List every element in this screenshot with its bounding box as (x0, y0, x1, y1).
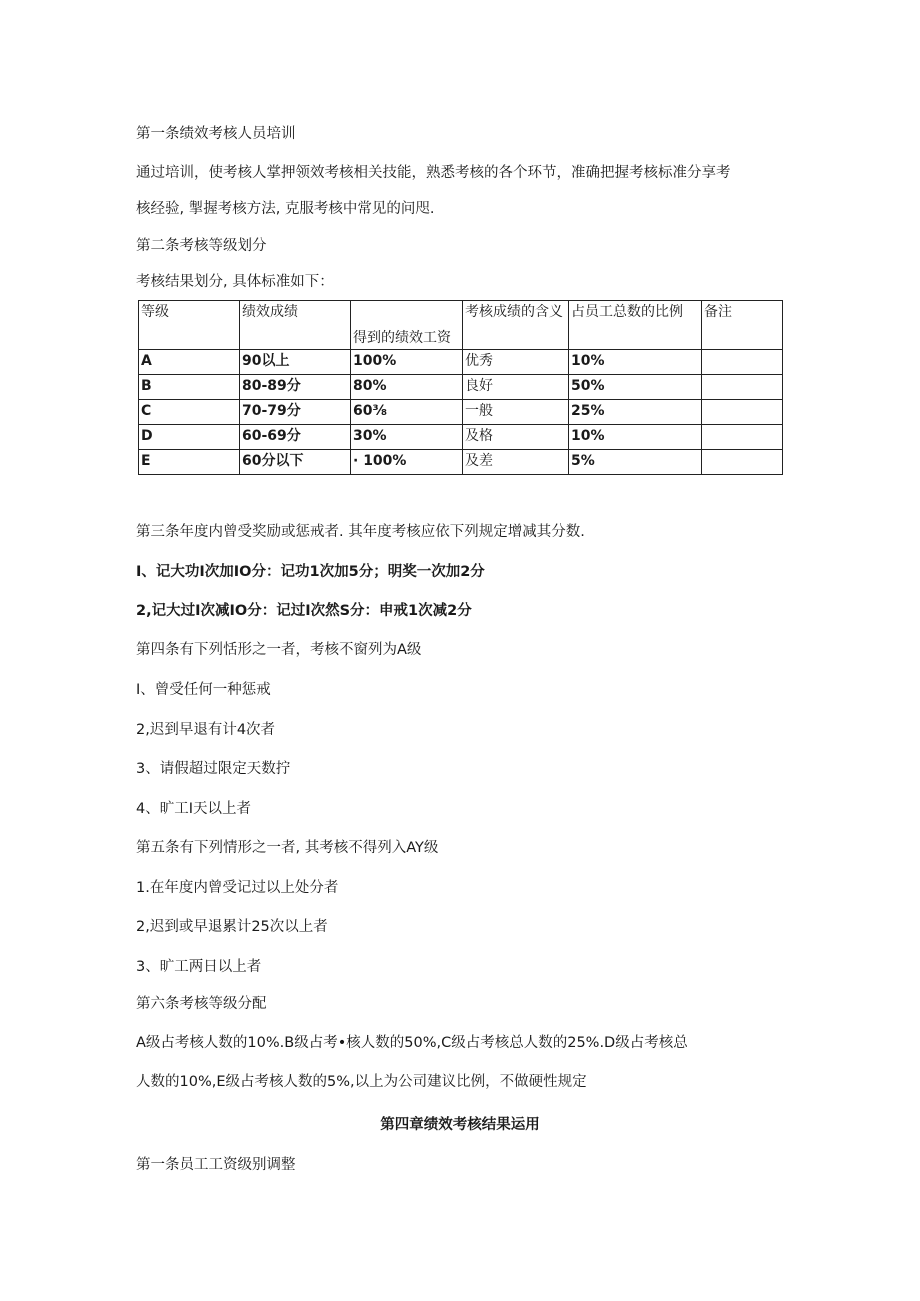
table-cell: C (139, 400, 240, 425)
paragraph: 核经验, 掣握考核方法, 克服考核中常见的问咫. (136, 201, 435, 217)
table-header: 备注 (702, 301, 783, 350)
table-cell (702, 450, 783, 475)
table-cell: 80-89分 (240, 375, 351, 400)
table-header: 等级 (139, 301, 240, 350)
list-item: 3、旷工两日以上者 (136, 959, 262, 975)
table-cell: 60-69分 (240, 425, 351, 450)
table-cell: 一般 (463, 400, 569, 425)
chapter-heading: 第四章绩效考核结果运用 (380, 1117, 540, 1133)
article-1-title: 第一条绩效考核人员培训 (136, 126, 296, 142)
table-cell (702, 400, 783, 425)
article-6-title: 第六条考核等级分配 (136, 996, 267, 1012)
table-header: 占员工总数的比例 (569, 301, 702, 350)
table-cell (702, 425, 783, 450)
paragraph: 人数的10%,E级占考核人数的5%,以上为公司建议比例，不做硬性规定 (136, 1074, 587, 1090)
table-cell: 30% (351, 425, 463, 450)
table-cell (702, 350, 783, 375)
table-cell: 5% (569, 450, 702, 475)
table-cell: 70-79分 (240, 400, 351, 425)
table-row (139, 450, 783, 475)
table-cell: 优秀 (463, 350, 569, 375)
list-item: I、记大功I次加IO分：记功1次加5分；明奖一次加2分 (136, 564, 485, 580)
table-header: 绩效成绩 (240, 301, 351, 350)
table-header-row (139, 301, 783, 350)
table-cell: 90以上 (240, 350, 351, 375)
table-cell: 80% (351, 375, 463, 400)
table-header: 得到的绩效工资 (351, 301, 463, 350)
table-cell: 100% (351, 350, 463, 375)
paragraph: 通过培训，使考核人掌押领效考核相关技能，熟悉考核的各个环节，准确把握考核标准分享考 (136, 165, 731, 181)
table-cell: D (139, 425, 240, 450)
table-cell: E (139, 450, 240, 475)
table-cell: 10% (569, 350, 702, 375)
table-cell: 良好 (463, 375, 569, 400)
table-row (139, 425, 783, 450)
table-cell: 25% (569, 400, 702, 425)
table-cell (702, 375, 783, 400)
table-cell: 及格 (463, 425, 569, 450)
table-row (139, 375, 783, 400)
list-item: 3、请假超过限定天数拧 (136, 761, 291, 777)
list-item: 2,迟到早退有计4次者 (136, 722, 276, 738)
list-item: 2,记大过I次减IO分：记过I次然S分：申戒1次减2分 (136, 603, 472, 619)
list-item: 2,迟到或早退累计25次以上者 (136, 919, 328, 935)
table-cell: 及差 (463, 450, 569, 475)
paragraph: 考核结果划分, 具体标准如下： (136, 274, 334, 290)
list-item: 4、旷工I天以上者 (136, 801, 252, 817)
paragraph: A级占考核人数的10%.B级占考•核人数的50%,C级占考核总人数的25%.D级占考核总 (136, 1035, 688, 1051)
table-header: 考核成绩的含义 (463, 301, 569, 350)
table-cell: · 100% (351, 450, 463, 475)
article-2-title: 第二条考核等级划分 (136, 238, 267, 254)
grade-table (138, 300, 783, 475)
table-row (139, 400, 783, 425)
table-cell: 10% (569, 425, 702, 450)
article-3-title: 第三条年度内曾受奖励或惩戒者. 其年度考核应依下列规定增减其分数. (136, 524, 585, 540)
table-cell: 50% (569, 375, 702, 400)
table-cell: 60分以下 (240, 450, 351, 475)
table-cell: 60⅜ (351, 400, 463, 425)
table-cell: A (139, 350, 240, 375)
article-5-title: 第五条有下列情形之一者, 其考核不得列入AY级 (136, 840, 439, 856)
article-1-title: 第一条员工工资级别调整 (136, 1157, 296, 1173)
article-4-title: 第四条有下列恬形之一者，考核不窗列为A级 (136, 642, 422, 658)
table-cell: B (139, 375, 240, 400)
list-item: I、曾受任何一种惩戒 (136, 682, 271, 698)
list-item: 1.在年度内曾受记过以上处分者 (136, 880, 339, 896)
table-row (139, 350, 783, 375)
